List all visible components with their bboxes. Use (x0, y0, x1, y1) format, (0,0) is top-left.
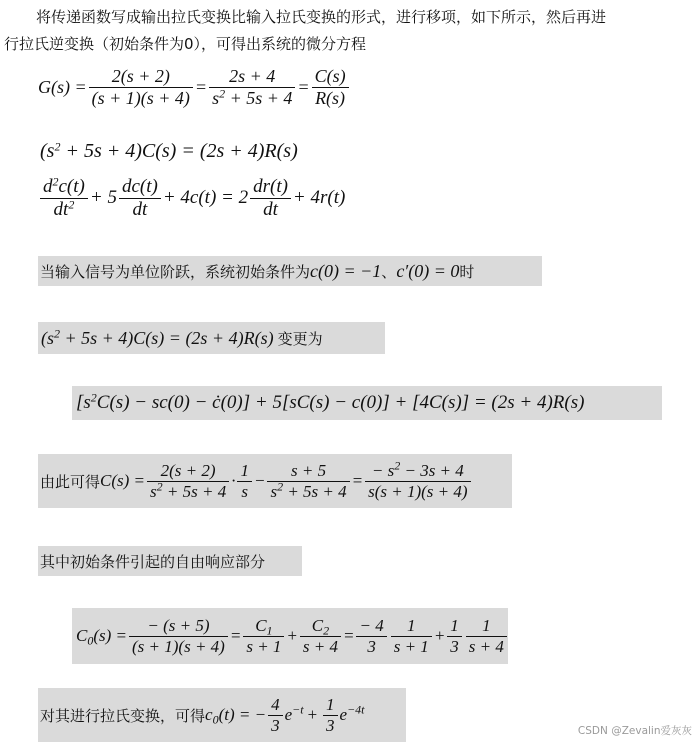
intro-paragraph (4, 4, 694, 58)
initial-conditions-block: 当输入信号为单位阶跃，系统初始条件为 c(0) = −1 、 c′(0) = 0 时 (38, 256, 542, 286)
eq3-second-derivative: $\frac{d^2c(t)}{dt^2}$ (40, 176, 88, 221)
eq1-lhs: G(s) = (38, 76, 87, 97)
intro-line-1: 将传递函数写成输出拉氏变换比输入拉氏变换的形式，进行移项，如下所示，然后再进 (36, 8, 607, 26)
free-response-heading: 其中初始条件引起的自由响应部分 (38, 546, 302, 576)
eq3-first-derivative: $\frac{dc(t)}{dt}$ (119, 176, 161, 221)
inverse-laplace-result: 对其进行拉氏变换，可得 $c_0(t)$ = − $\frac{4}{3}$ $e^{-t}$ + $\frac{1}{3}$ $e^{-4t}$ (38, 688, 406, 742)
eq3-input-derivative: $\frac{dr(t)}{dt}$ (250, 176, 291, 221)
watermark: CSDN @Zevalin爱灰灰 (577, 725, 692, 737)
eq1-fraction-2: $\frac{2s + 4}{s^2 + 5s + 4}$ (209, 66, 295, 108)
intro-line-2: 行拉氏逆变换（初始条件为0），可得出系统的微分方程 (4, 35, 367, 53)
free-response-partial-fractions: $C_0(s)$ = $\frac{- (s + 5)}{(s + 1)(s + 4)}$ = $\frac{C_1}{s + 1}$ + $\frac{C_2}{s + 4}$ = $\frac{- 4}{3}$ $\frac{1}{s + 1}$ + $\frac{1}{3}$ $\frac{1}{s + 4}$ (72, 608, 508, 664)
eq1-fraction-3: $\frac{C(s)}{R(s)}$ (312, 66, 349, 108)
transfer-function-equation: G(s) = $\frac{2(s + 2)}{(s + 1)(s + 4)}$ = $\frac{2s + 4}{s^2 + 5s + 4}$ = $\frac{C(s)}{R(s)}$ (38, 66, 351, 108)
polynomial-equation: $(s^2 + 5s + 4)C(s) = (2s + 4)R(s)$ (40, 139, 298, 162)
eq1-fraction-1: $\frac{2(s + 2)}{(s + 1)(s + 4)}$ (89, 66, 193, 108)
rewrite-block: $(s^2 + 5s + 4)C(s) = (2s + 4)R(s)$ 变更为 (38, 322, 385, 354)
laplace-with-initial-conditions-block: [$s^2C(s) - sc(0)$ − ċ(0)] + 5[sC(s) − c(0)] + [4C(s)] = (2s + 4)R(s) (72, 386, 662, 420)
solution-block: 由此可得 C(s) = $\frac{2(s + 2)}{s^2 + 5s + 4}$ · $\frac{1}{s}$ − $\frac{s + 5}{s^2 + 5s + 4}$ = $\frac{- s^2 - 3s + 4}{s(s + 1)(s + 4)}$ (38, 454, 512, 508)
differential-equation: $\frac{d^2c(t)}{dt^2}$ + 5 $\frac{dc(t)}{dt}$ + 4c(t) = 2 $\frac{dr(t)}{dt}$ + 4r(t) (38, 176, 345, 221)
